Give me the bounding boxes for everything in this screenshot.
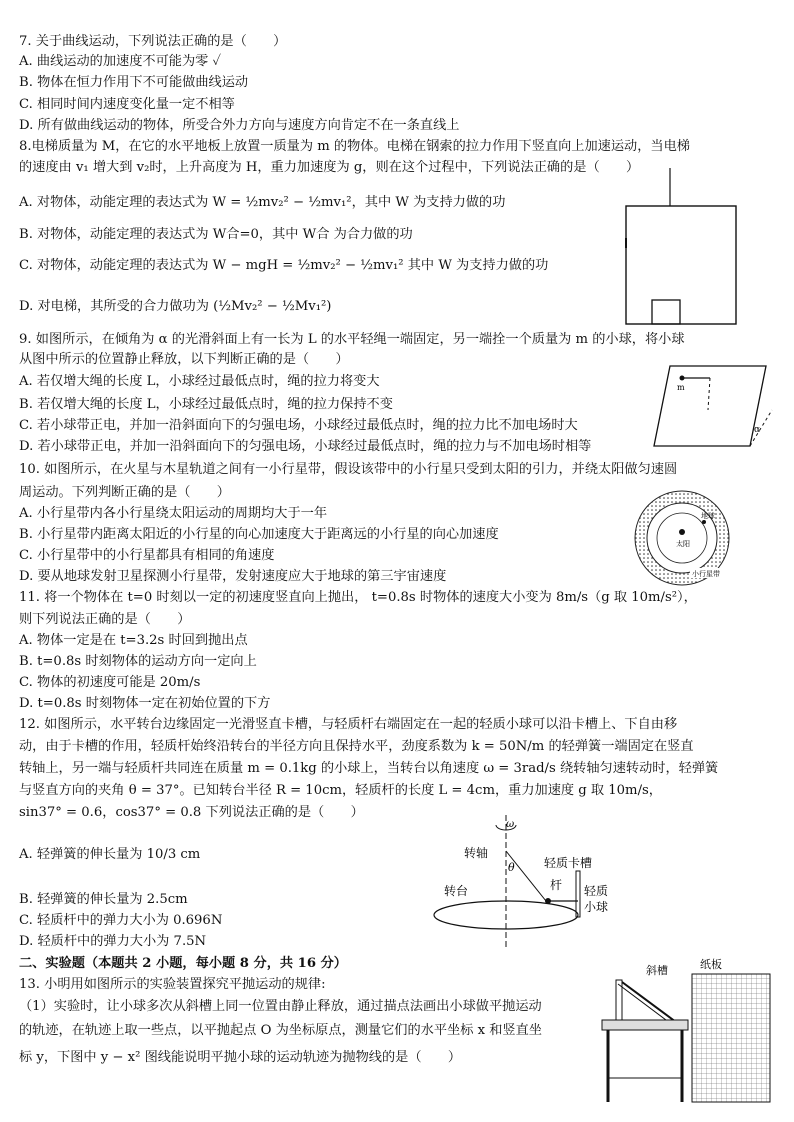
q10-stem-line1: 10. 如图所示，在火星与木星轨道之间有一小行星带，假设该带中的小行星只受到太阳的引力，并绕太阳做匀速圆: [19, 462, 678, 477]
q12-fig-rod-label: 杆: [550, 878, 563, 892]
q11-option-a: A. 物体一定是在 t=3.2s 时回到抛出点: [19, 633, 248, 648]
q12-fig-omega-label: ω: [506, 819, 515, 830]
q12-stem-line1: 12. 如图所示，水平转台边缘固定一光滑竖直卡槽，与轻质杆右端固定在一起的轻质小球可以沿卡槽上、下自由移: [19, 717, 678, 732]
ball-icon: [545, 898, 551, 904]
q9-option-c: C. 若小球带正电，并加一沿斜面向下的匀强电场，小球经过最低点时，绳的拉力比不加电场时大: [19, 418, 578, 433]
q8-option-a: A. 对物体，动能定理的表达式为 W = ½mv₂² − ½mv₁²，其中 W 为支持力做的功: [19, 195, 506, 210]
section-heading-experiment: 二、实验题（本题共 2 小题，每小题 8 分，共 16 分）: [19, 956, 347, 971]
q10-option-c: C. 小行星带中的小行星都具有相同的角速度: [19, 548, 275, 563]
q11-stem-line1: 11. 将一个物体在 t=0 时刻以一定的初速度竖直向上抛出， t=0.8s 时物体的速度大小变为 8m/s（g 取 10m/s²），: [19, 590, 697, 605]
q13-paragraph-line1: （1）实验时，让小球多次从斜槽上同一位置由静止释放，通过描点法画出小球做平抛运动: [19, 999, 542, 1014]
incline-figure: [648, 360, 778, 452]
sun-icon: [679, 529, 685, 535]
q13-paragraph-line3: 标 y，下图中 y − x² 图线能说明平抛小球的运动轨迹为抛物线的是（ ）: [19, 1050, 462, 1065]
q10-fig-earth-label: 地球: [701, 512, 715, 520]
q12-stem-line5: sin37° = 0.6，cos37° = 0.8 下列说法正确的是（ ）: [19, 805, 364, 820]
q7-option-d: D. 所有做曲线运动的物体，所受合外力方向与速度方向肯定不在一条直线上: [19, 118, 460, 133]
q13-stem: 13. 小明用如图所示的实验装置探究平抛运动的规律:: [19, 977, 326, 992]
q10-fig-belt-label: 小行星带: [692, 570, 720, 578]
q10-stem-line2: 周运动。下列判断正确的是（ ）: [19, 485, 230, 500]
q10-option-b: B. 小行星带内距离太阳近的小行星的向心加速度大于距离远的小行星的向心加速度: [19, 527, 499, 542]
q12-option-d: D. 轻质杆中的弹力大小为 7.5N: [19, 934, 207, 949]
q10-fig-sun-label: 太阳: [676, 540, 690, 548]
q7-option-c: C. 相同时间内速度变化量一定不相等: [19, 97, 235, 112]
q8-option-c: C. 对物体，动能定理的表达式为 W − mgH = ½mv₂² − ½mv₁² 其中 W 为支持力做的功: [19, 258, 549, 273]
q11-option-c: C. 物体的初速度可能是 20m/s: [19, 675, 201, 690]
q12-fig-ball-label1: 轻质: [584, 884, 609, 898]
projectile-apparatus-figure: [596, 958, 780, 1106]
q11-option-b: B. t=0.8s 时刻物体的运动方向一定向上: [19, 654, 257, 669]
q7-option-b: B. 物体在恒力作用下不可能做曲线运动: [19, 75, 249, 90]
q11-option-d: D. t=0.8s 时刻物体一定在初始位置的下方: [19, 696, 271, 711]
q12-fig-groove-label: 轻质卡槽: [544, 856, 593, 870]
q8-stem-line1: 8.电梯质量为 M，在它的水平地板上放置一质量为 m 的物体。电梯在钢索的拉力作用下竖直向上加速运动，当电梯: [19, 139, 690, 154]
q9-fig-m-label: m: [677, 383, 685, 392]
q13-fig-slope-label: 斜槽: [646, 964, 668, 977]
q12-option-a: A. 轻弹簧的伸长量为 10/3 cm: [19, 847, 201, 862]
q8-option-d: D. 对电梯，其所受的合力做功为 (½Mv₂² − ½Mv₁²): [19, 299, 332, 314]
q9-fig-alpha-label: α: [754, 425, 761, 435]
q12-option-b: B. 轻弹簧的伸长量为 2.5cm: [19, 892, 188, 907]
elevator-figure: [618, 168, 748, 328]
q7-stem: 7. 关于曲线运动，下列说法正确的是（ ）: [19, 34, 287, 49]
q8-stem-line2: 的速度由 v₁ 增大到 v₂时，上升高度为 H，重力加速度为 g，则在这个过程中，下列说法正确的是（ ）: [19, 160, 640, 175]
q10-option-a: A. 小行星带内各小行星绕太阳运动的周期均大于一年: [19, 506, 328, 521]
q12-stem-line4: 与竖直方向的夹角 θ = 37°。已知转台半径 R = 10cm，轻质杆的长度 L = 4cm，重力加速度 g 取 10m/s，: [19, 783, 662, 798]
earth-icon: [702, 520, 706, 524]
q12-fig-theta-label: θ: [508, 861, 515, 874]
q11-stem-line2: 则下列说法正确的是（ ）: [19, 612, 191, 627]
q12-fig-table-label: 转台: [444, 884, 469, 898]
q12-fig-axis-label: 转轴: [464, 846, 489, 860]
q9-option-a: A. 若仅增大绳的长度 L，小球经过最低点时，绳的拉力将变大: [19, 374, 380, 389]
q13-fig-board-label: 纸板: [700, 958, 722, 971]
q9-stem-line1: 9. 如图所示，在倾角为 α 的光滑斜面上有一长为 L 的水平轻绳一端固定，另一端拴一个质量为 m 的小球，将小球: [19, 332, 685, 347]
q12-option-c: C. 轻质杆中的弹力大小为 0.696N: [19, 913, 223, 928]
q10-option-d: D. 要从地球发射卫星探测小行星带，发射速度应大于地球的第三宇宙速度: [19, 569, 447, 584]
q9-option-d: D. 若小球带正电，并加一沿斜面向下的匀强电场，小球经过最低点时，绳的拉力与不加电场时相等: [19, 439, 592, 454]
q9-stem-line2: 从图中所示的位置静止释放，以下判断正确的是（ ）: [19, 352, 349, 367]
ball-icon: [680, 376, 685, 381]
q12-fig-ball-label2: 小球: [584, 900, 609, 914]
q9-option-b: B. 若仅增大绳的长度 L，小球经过最低点时，绳的拉力保持不变: [19, 397, 393, 412]
q12-stem-line2: 动，由于卡槽的作用，轻质杆始终沿转台的半径方向且保持水平，劲度系数为 k = 50N/m 的轻弹簧一端固定在竖直: [19, 739, 694, 754]
q13-paragraph-line2: 的轨迹，在轨迹上取一些点，以平抛起点 O 为坐标原点，测量它们的水平坐标 x 和竖直坐: [19, 1023, 542, 1038]
q7-option-a: A. 曲线运动的加速度不可能为零 ✓: [19, 54, 222, 69]
q12-stem-line3: 转轴上，另一端与轻质杆共同连在质量 m = 0.1kg 的小球上，当转台以角速度 ω = 3rad/s 绕转轴匀速转动时，轻弹簧: [19, 761, 719, 776]
q8-option-b: B. 对物体，动能定理的表达式为 W合=0，其中 W合 为合力做的功: [19, 227, 413, 242]
rotating-table-figure: [420, 815, 640, 950]
asteroid-belt-figure: [630, 488, 734, 588]
